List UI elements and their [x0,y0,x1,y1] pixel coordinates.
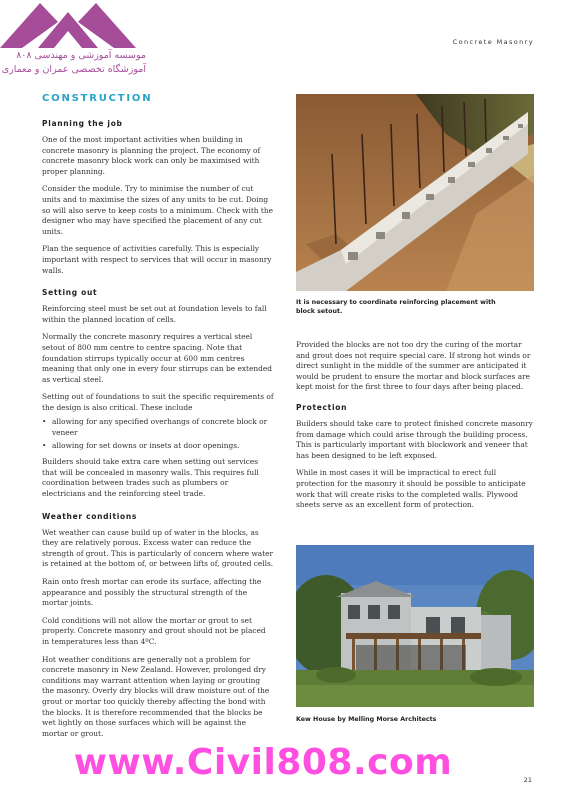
website-watermark: www.Civil808.com [73,742,453,783]
protection-section [296,403,534,511]
list-item: • allowing for set downs or insets at door openings. [42,441,274,452]
paragraph: Provided the blocks are not too dry the curing of the mortar and grout does not require special care. If strong hot winds or direct sunlight in the middle of the summer are anticipated it would be prudent to ensure the mortar and block surfaces are kept moist for the first three to four days after being placed. [296,340,531,392]
paragraph: Consider the module. Try to minimise the number of cut units and to maximise the sizes of any units to be cut. Doing so will also serve to keep costs to a minimum. Check with the designer who may have specified the placement of any cut units. [42,184,274,236]
paragraph: Builders should take extra care when setting out services that will be concealed in masonry walls. This requires full coordination between trades such as plumbers or electricians and the reinforcing steel trade. [42,457,259,499]
logo-line-1: موسسه آموزشی و مهندسی ۸۰۸ [16,50,146,61]
paragraph: Builders should take care to protect finished concrete masonry from damage which could arise through the building process. This is particularly important with blockwork and veneer that has been designed to be left exposed. [296,418,533,460]
weather-heading: Weather conditions [42,511,138,521]
logo-emblem-icon [0,0,150,50]
paragraph: Rain onto fresh mortar can erode its surface, affecting the appearance and possibly the structural strength of the mortar joints. [42,577,262,608]
paragraph: Reinforcing steel must be set out at foundation levels to fall within the planned location of cells. [42,304,267,324]
bullet-list [42,417,274,451]
paragraph: One of the most important activities when building in concrete masonry is planning the project. The economy of concrete masonry block work can only be maximised with proper planning. [42,135,261,176]
setting-out-section [42,288,274,500]
paragraph: Wet weather can cause build up of water in the blocks, as they are relatively porous. Excess water can reduce the strength of grout. This is particularly of concern where water is retained at the bottom of, or between lifts of, grouted cells. [42,527,274,569]
photo-caption-1: It is necessary to coordinate reinforcing placement with block setout. [296,299,496,315]
paragraph: Normally the concrete masonry requires a vertical steel setout of 800 mm centre to centre spacing. Note that foundation stirrups typically occur at 600 mm centres meaning that only one in every four stirrups can be extended as vertical steel. [42,332,272,384]
running-header: Concrete Masonry [452,38,534,46]
logo-line-2: آموزشگاه تخصصی عمران و معماری [1,64,146,75]
planning-section [42,119,274,276]
institute-logo [0,0,150,90]
paragraph: While in most cases it will be impractical to erect full protection for the masonry it should be possible to anticipate work that will create risks to the completed walls. Plywood sheets serve as an excellent form of protection. [296,468,526,510]
photo-caption-2: Kew House by Melling Morse Architects [296,716,437,723]
page-number: 21 [523,776,532,784]
block-wall-photo [296,94,534,291]
right-column [296,340,534,521]
protection-heading: Protection [296,402,348,412]
paragraph: Plan the sequence of activities carefully. This is especially important with respect to services that will occur in masonry walls. [42,244,272,275]
planning-heading: Planning the job [42,119,123,128]
paragraph: Hot weather conditions are generally not a problem for concrete masonry in New Zealand. However, prolonged dry conditions may warrant attention when laying or grouting the masonry. Overly dry blocks will draw moisture out of the grout or mortar too quickly thereby affecting the bond with the blocks. It is therefore recommended that the blocks be wet lightly on those surfaces which will be against the mortar or grout. [42,654,270,738]
paragraph: Cold conditions will not allow the mortar or grout to set properly. Concrete masonry and grout should not be placed in temperatures less than 4ºC. [42,615,266,646]
weather-section [42,512,274,740]
section-title: CONSTRUCTION [42,93,153,104]
list-item: • allowing for any specified overhangs of concrete block or veneer [42,417,274,438]
setting-out-heading: Setting out [42,288,98,298]
kew-house-photo [296,545,534,707]
paragraph: Setting out of foundations to suit the specific requirements of the design is also critical. These include [42,392,274,412]
left-column [42,93,274,751]
